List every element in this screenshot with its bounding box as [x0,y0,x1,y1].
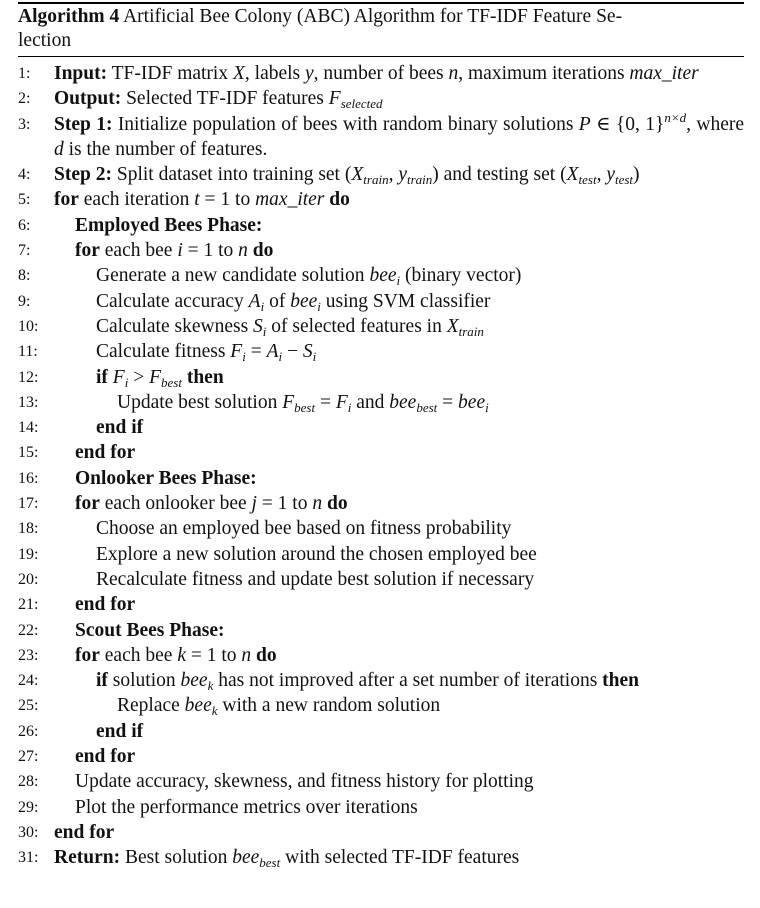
line-text: for each onlooker bee j = 1 to n do [75,493,348,515]
algorithm-line [18,415,744,440]
algorithm-block [18,2,744,871]
line-number: 8: [18,267,31,285]
line-number: 31: [18,849,39,867]
line-text: Onlooker Bees Phase: [75,467,257,489]
algorithm-line [18,109,744,163]
line-number: 21: [18,596,39,614]
line-number: 16: [18,469,39,487]
line-number: 25: [18,697,39,715]
algorithm-line [18,314,744,339]
line-text: Return: Best solution bee$_{best}$ with selected TF-IDF features [54,847,520,871]
line-number: 17: [18,495,39,513]
line-number: 27: [18,748,39,766]
line-number: 15: [18,444,39,462]
line-number: 2: [18,90,31,108]
line-text: Update accuracy, skewness, and fitness history for plotting [75,771,534,793]
algorithm-line [18,567,744,592]
algorithm-line [18,643,744,668]
line-number: 6: [18,216,31,234]
line-text: end if [96,720,144,742]
line-number: 29: [18,798,39,816]
line-text: end for [75,594,136,616]
algorithm-line [18,795,744,820]
line-number: 7: [18,242,31,260]
line-text: end if [96,417,144,439]
algorithm-line [18,162,744,187]
line-text: Explore a new solution around the chosen employed bee [96,543,537,565]
algorithm-line [18,744,744,769]
algorithm-title-cont: lection [18,30,72,51]
line-text: Replace bee$_k$ with a new random solution [117,695,441,719]
algorithm-lines [18,61,744,871]
algorithm-line [18,61,744,86]
algorithm-title: Artificial Bee Colony (ABC) Algorithm for TF-IDF Feature Se- [123,6,623,27]
algorithm-line [18,213,744,238]
algorithm-caption [18,2,744,55]
line-text: Step 1: Initialize population of bees with random binary solutions P ∈ {0, 1}$^{n\times d}$, where d is the number of features. [54,109,744,160]
line-number: 30: [18,823,39,841]
line-text: Employed Bees Phase: [75,214,263,236]
algorithm-line [18,845,744,870]
line-number: 19: [18,545,39,563]
algorithm-line [18,769,744,794]
algorithm-line [18,263,744,288]
line-text: end for [75,746,136,768]
line-number: 13: [18,393,39,411]
algorithm-line [18,820,744,845]
line-text: Choose an employed bee based on fitness probability [96,518,512,540]
algorithm-line [18,339,744,364]
algorithm-line [18,187,744,212]
line-text: for each iteration t = 1 to max_iter do [54,189,350,211]
line-number: 28: [18,773,39,791]
line-text: Input: TF-IDF matrix X, labels y, number of bees n, maximum iterations max_iter [54,63,699,84]
line-text: Update best solution $F_{best} = F_i$ and bee$_{best}$ = bee$_i$ [117,391,489,415]
line-text: Step 2: Split dataset into training set ($X_{train}$, $y_{train}$) and testing set ($X_{test}$, $y_{test}$) [54,164,640,188]
line-text: Calculate fitness $F_i = A_i - S_i$ [96,341,317,365]
line-number: 23: [18,646,39,664]
algorithm-line [18,440,744,465]
line-number: 18: [18,520,39,538]
line-number: 1: [18,65,31,82]
line-text: Recalculate fitness and update best solution if necessary [96,568,535,590]
algorithm-line [18,592,744,617]
line-text: if solution bee$_k$ has not improved after a set number of iterations then [96,670,640,694]
line-text: end for [54,821,115,843]
line-text: Output: Selected TF-IDF features $F_{selected}$ [54,88,383,112]
line-number: 14: [18,419,39,437]
algorithm-line [18,86,744,111]
algorithm-line [18,668,744,693]
line-number: 11: [18,343,38,361]
line-number: 5: [18,191,31,209]
line-number: 22: [18,621,39,639]
algorithm-line [18,238,744,263]
line-text: Calculate skewness $S_i$ of selected features in $X_{train}$ [96,315,484,339]
line-number: 24: [18,672,39,690]
algorithm-line [18,693,744,718]
line-number: 20: [18,570,39,588]
algorithm-line [18,365,744,390]
algorithm-line [18,289,744,314]
algorithm-label: Algorithm 4 [18,6,120,27]
line-text: Plot the performance metrics over iterations [75,796,418,818]
top-rule [18,2,744,4]
line-text: Scout Bees Phase: [75,619,225,641]
line-text: for each bee k = 1 to n do [75,644,277,666]
algorithm-line [18,719,744,744]
algorithm-line [18,491,744,516]
line-text: if $F_i > F_{best}$ then [96,366,224,390]
line-number: 26: [18,722,39,740]
algorithm-line [18,618,744,643]
line-text: Generate a new candidate solution bee$_i$ (binary vector) [96,265,522,289]
line-text: end for [75,442,136,464]
line-number: 9: [18,292,31,310]
line-text: for each bee i = 1 to n do [75,240,274,262]
line-text: Calculate accuracy $A_i$ of bee$_i$ using SVM classifier [96,290,491,314]
line-number: 10: [18,317,39,335]
algorithm-line [18,542,744,567]
algorithm-line [18,466,744,491]
algorithm-line [18,516,744,541]
line-number: 12: [18,368,39,386]
caption-rule [18,56,744,57]
algorithm-line [18,390,744,415]
line-number: 4: [18,166,31,184]
line-number: 3: [18,115,31,133]
